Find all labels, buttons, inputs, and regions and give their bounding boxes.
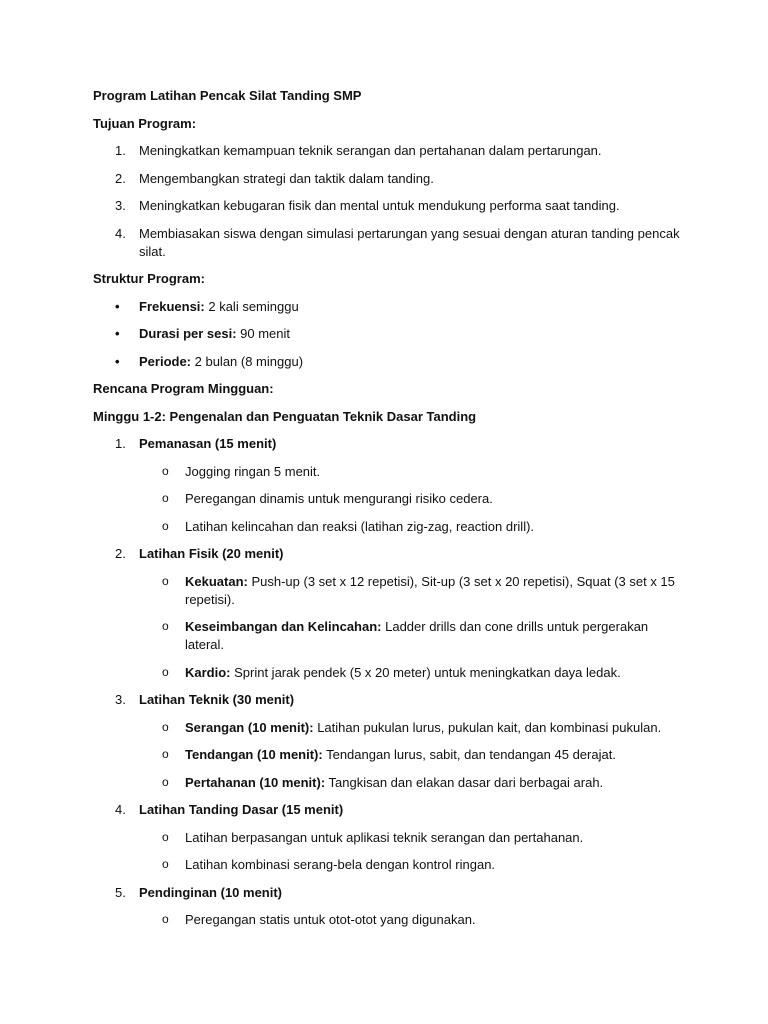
week-heading: Minggu 1-2: Pengenalan dan Penguatan Teknik Dasar Tanding [93, 408, 477, 424]
circle-bullet-icon: o [162, 518, 169, 533]
list-item [93, 325, 683, 343]
bullet-icon: • [115, 298, 120, 314]
circle-bullet-icon: o [162, 664, 169, 679]
sub-item-text: Tangkisan dan elakan dasar dari berbagai arah. [325, 774, 604, 790]
list-item [93, 298, 683, 316]
sub-item-text: Tendangan lurus, sabit, dan tendangan 45 derajat. [322, 747, 616, 762]
circle-bullet-icon: o [162, 619, 169, 633]
list-item [93, 142, 683, 160]
list-number: 4. [115, 802, 126, 817]
sub-list-item [93, 719, 683, 737]
struktur-list [93, 298, 683, 371]
sub-item-label: Kekuatan: [185, 573, 248, 589]
session-section [93, 884, 683, 902]
sub-item-label: Keseimbangan dan Kelincahan: [185, 619, 382, 634]
item-label: Frekuensi: [139, 298, 205, 314]
circle-bullet-icon: o [162, 857, 169, 871]
list-item-text: Meningkatkan kebugaran fisik dan mental untuk mendukung performa saat tanding. [139, 198, 620, 213]
sub-item-label: Kardio: [185, 664, 231, 680]
document-page [93, 87, 683, 939]
sub-item-text: Latihan kelincahan dan reaksi (latihan zig-zag, reaction drill). [185, 518, 535, 534]
item-value: 90 menit [236, 326, 291, 341]
document-title: Program Latihan Pencak Silat Tanding SMP [93, 88, 362, 103]
section-title: Latihan Tanding Dasar (15 menit) [139, 802, 344, 817]
sub-list-item [93, 746, 683, 764]
sub-item-label: Serangan (10 menit): [185, 719, 314, 735]
sub-list-item [93, 463, 683, 481]
list-number: 2. [115, 546, 126, 561]
circle-bullet-icon: o [162, 774, 169, 789]
section-title: Pemanasan (15 menit) [139, 436, 277, 451]
bullet-icon: • [115, 326, 120, 341]
sub-item-text: Peregangan dinamis untuk mengurangi risiko cedera. [185, 491, 493, 506]
list-item [93, 170, 683, 188]
sub-list-item [93, 856, 683, 874]
tujuan-list [93, 142, 683, 261]
sub-list-item [93, 829, 683, 847]
sub-list-item [93, 490, 683, 508]
sub-list-item [93, 618, 683, 654]
sub-list-item [93, 518, 683, 536]
circle-bullet-icon: o [162, 573, 169, 588]
circle-bullet-icon: o [162, 829, 169, 844]
list-item [93, 225, 683, 261]
circle-bullet-icon: o [162, 491, 169, 505]
sub-list-item [93, 911, 683, 929]
list-number: 4. [115, 225, 126, 241]
sub-list-item [93, 774, 683, 792]
struktur-heading: Struktur Program: [93, 271, 205, 286]
session-section [93, 801, 683, 819]
section-title: Latihan Fisik (20 menit) [139, 546, 284, 561]
list-item [93, 353, 683, 371]
circle-bullet-icon: o [162, 747, 169, 761]
list-item [93, 197, 683, 215]
list-number: 2. [115, 170, 126, 186]
circle-bullet-icon: o [162, 719, 169, 734]
sub-item-text: Ladder drills dan cone drills untuk pergerakan lateral. [185, 619, 649, 652]
session-list [93, 435, 683, 929]
sub-item-text: Sprint jarak pendek (5 x 20 meter) untuk meningkatkan daya ledak. [230, 664, 621, 680]
sub-list-item [93, 664, 683, 682]
item-label: Durasi per sesi: [139, 326, 237, 341]
session-section [93, 435, 683, 453]
list-number: 1. [115, 143, 126, 158]
list-number: 1. [115, 436, 126, 451]
sub-item-label: Tendangan (10 menit): [185, 747, 323, 762]
section-title: Pendinginan (10 menit) [139, 884, 283, 900]
list-number: 3. [115, 692, 126, 707]
list-number: 3. [115, 198, 126, 213]
sub-item-label: Pertahanan (10 menit): [185, 774, 326, 790]
sub-list-item [93, 573, 683, 609]
sub-item-text: Latihan berpasangan untuk aplikasi teknik serangan dan pertahanan. [185, 829, 584, 845]
sub-item-text: Latihan kombinasi serang-bela dengan kontrol ringan. [185, 857, 496, 872]
sub-item-text: Peregangan statis untuk otot-otot yang digunakan. [185, 912, 476, 927]
list-number: 5. [115, 884, 126, 900]
item-value: 2 kali seminggu [204, 298, 299, 314]
item-value: 2 bulan (8 minggu) [191, 353, 304, 369]
rencana-heading: Rencana Program Mingguan: [93, 381, 274, 396]
list-item-text: Meningkatkan kemampuan teknik serangan dan pertahanan dalam pertarungan. [139, 143, 602, 158]
circle-bullet-icon: o [162, 463, 169, 478]
list-item-text: Mengembangkan strategi dan taktik dalam tanding. [139, 170, 434, 186]
bullet-icon: • [115, 353, 120, 369]
circle-bullet-icon: o [162, 912, 169, 926]
session-section [93, 545, 683, 563]
tujuan-heading: Tujuan Program: [93, 115, 197, 131]
sub-item-text: Push-up (3 set x 12 repetisi), Sit-up (3 set x 20 repetisi), Squat (3 set x 15 repetisi). [185, 573, 675, 607]
list-item-text: Membiasakan siswa dengan simulasi pertarungan yang sesuai dengan aturan tanding pencak silat. [139, 225, 680, 259]
sub-item-text: Jogging ringan 5 menit. [185, 463, 321, 479]
sub-item-text: Latihan pukulan lurus, pukulan kait, dan kombinasi pukulan. [313, 719, 662, 735]
item-label: Periode: [139, 353, 192, 369]
section-title: Latihan Teknik (30 menit) [139, 692, 295, 707]
session-section [93, 691, 683, 709]
